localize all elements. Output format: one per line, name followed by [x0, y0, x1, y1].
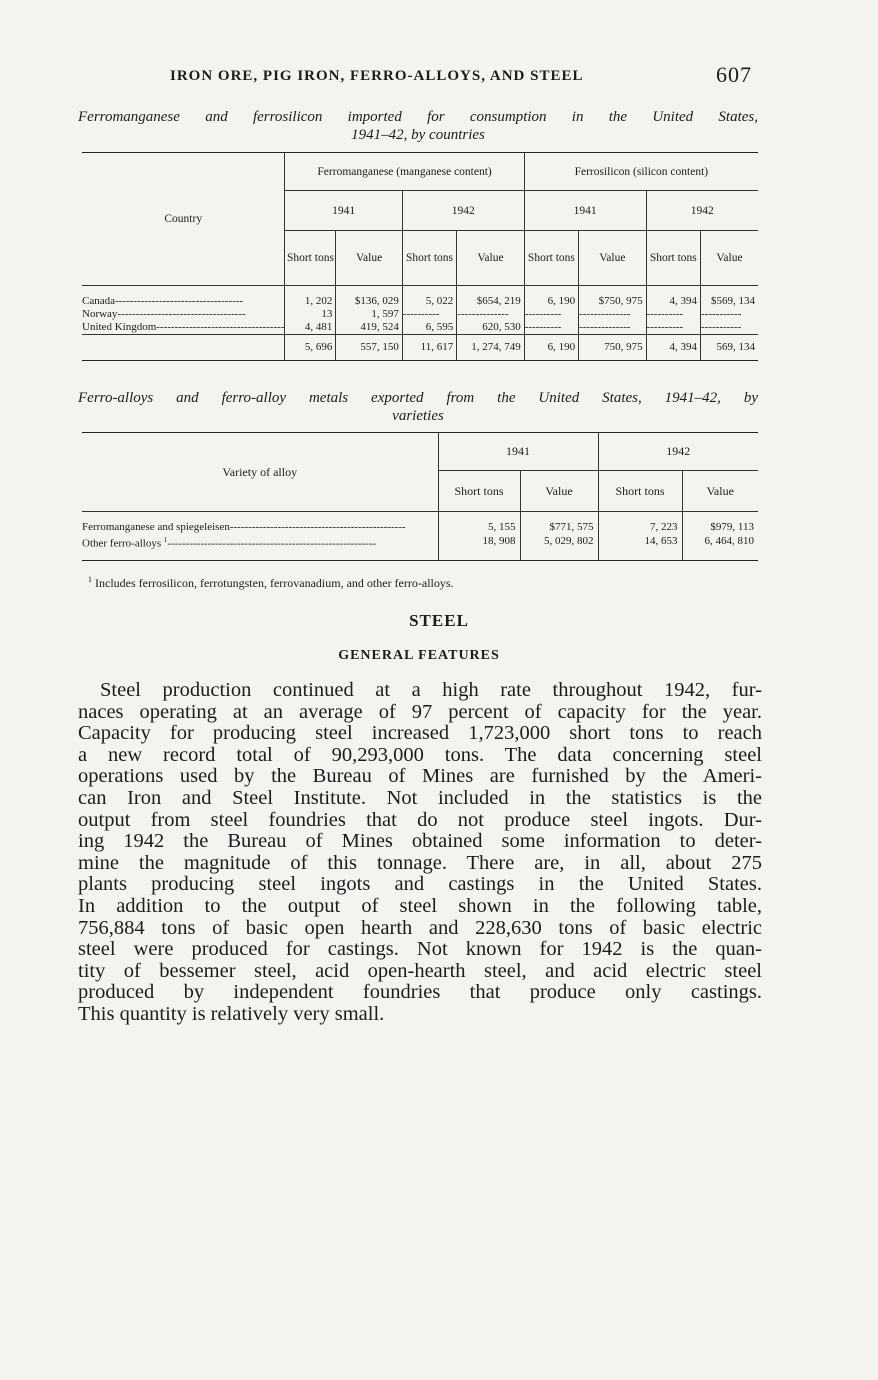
paragraph-line: a new record total of 90,293,000 tons. The data concerning steel — [78, 743, 762, 766]
total-fm41-tons: 5, 696 — [285, 334, 336, 360]
table1-caption — [78, 108, 758, 144]
cell-fm41-value: 1, 597 — [336, 308, 402, 321]
paragraph-line: mine the magnitude of this tonnage. There are, in all, about 275 — [78, 851, 762, 874]
footnote-ref: 1 — [163, 535, 168, 544]
fm42-value-header: Value — [457, 231, 524, 286]
cell-fm42-tons: 6, 595 — [402, 321, 456, 335]
variety-name: Ferromanganese and spiegeleisen — [82, 520, 230, 533]
cell-fm41-value: $136, 029 — [336, 295, 402, 308]
body-paragraph — [78, 680, 762, 1026]
paragraph-line: plants producing steel ingots and castings in the United States. — [78, 873, 762, 896]
page-number: 607 — [716, 62, 752, 87]
cell-fm42-tons: 5, 022 — [402, 295, 456, 308]
exp41-tons-header: Short tons — [438, 471, 520, 512]
total-fm42-value: 1, 274, 749 — [457, 334, 524, 360]
cell-exp42-value: $979, 113 — [682, 521, 758, 534]
group-ferrosilicon-header: Ferrosilicon (silicon content) — [524, 153, 758, 191]
cell-fs42-tons: 4, 394 — [646, 295, 700, 308]
cell-exp42-tons: 7, 223 — [598, 521, 682, 534]
cell-exp41-tons: 18, 908 — [438, 534, 520, 561]
paragraph-line: 756,884 tons of basic open hearth and 228,630 tons of basic electric — [78, 916, 762, 939]
cell-fm41-value: 419, 524 — [336, 321, 402, 335]
fm42-tons-header: Short tons — [402, 231, 456, 286]
paragraph-line: Capacity for producing steel increased 1,723,000 short tons to reach — [78, 722, 762, 745]
total-fs41-tons: 6, 190 — [524, 334, 578, 360]
fs41-tons-header: Short tons — [524, 231, 578, 286]
footnote-mark: 1 — [88, 575, 92, 584]
table-row: United Kingdom----------------------------------- 4, 481 419, 524 6, 595 620, 530 ---------- -------------- ---------- ----------- — [82, 321, 758, 335]
table2-caption-line1: Ferro-alloys and ferro-alloy metals exported from the United States, 1941–42, by — [78, 390, 758, 406]
cell-fm42-value: 620, 530 — [457, 321, 524, 335]
table-row: Canada----------------------------------- 1, 202 $136, 029 5, 022 $654, 219 6, 190 $750, 975 4, 394 $569, 134 — [82, 295, 758, 308]
col-variety-header: Variety of alloy — [82, 433, 438, 512]
fs-1942-header: 1942 — [646, 191, 758, 231]
total-fm41-value: 557, 150 — [336, 334, 402, 360]
table-row: Other ferro-alloys $^1$--------------------------------------------------------- 18, 908 5, 029, 802 14, 653 6, 464, 810 — [82, 534, 758, 561]
cell-fs41-value: $750, 975 — [579, 295, 646, 308]
table1-caption-line1: Ferromanganese and ferrosilicon imported for consumption in the United States, — [78, 109, 758, 125]
table2-caption-line2: varieties — [392, 408, 444, 424]
paragraph-line: output from steel foundries that do not produce steel ingots. Dur- — [78, 808, 762, 831]
paragraph-line: In addition to the output of steel shown in the following table, — [78, 894, 762, 917]
cell-exp42-tons: 14, 653 — [598, 534, 682, 561]
paragraph-line: naces operating at an average of 97 percent of capacity for the year. — [78, 700, 762, 723]
fs-1941-header: 1941 — [524, 191, 646, 231]
cell-fm41-tons: 4, 481 — [285, 321, 336, 335]
cell-exp41-value: $771, 575 — [520, 521, 598, 534]
group-ferromanganese-header: Ferromanganese (manganese content) — [285, 153, 524, 191]
imports-table — [82, 152, 758, 361]
exp-1942-header: 1942 — [598, 433, 758, 471]
paragraph-line: operations used by the Bureau of Mines are furnished by the Ameri- — [78, 765, 762, 788]
cell-fm42-value: $654, 219 — [457, 295, 524, 308]
cell-exp41-tons: 5, 155 — [438, 521, 520, 534]
fs42-tons-header: Short tons — [646, 231, 700, 286]
country-name: United Kingdom — [82, 320, 157, 333]
paragraph-line: can Iron and Steel Institute. Not included in the statistics is the — [78, 786, 762, 809]
table2-caption — [78, 389, 758, 425]
cell-fm41-tons: 13 — [285, 308, 336, 321]
exp42-value-header: Value — [682, 471, 758, 512]
paragraph-line: Steel production continued at a high rate throughout 1942, fur- — [100, 679, 762, 701]
col-country-header: Country — [82, 153, 285, 286]
footnote — [88, 575, 454, 591]
fm-1942-header: 1942 — [402, 191, 524, 231]
fm41-value-header: Value — [336, 231, 402, 286]
exp42-tons-header: Short tons — [598, 471, 682, 512]
paragraph-line: steel were produced for castings. Not known for 1942 is the quan- — [78, 938, 762, 961]
country-name: Norway — [82, 307, 118, 320]
cell-fs41-tons: 6, 190 — [524, 295, 578, 308]
footnote-text: Includes ferrosilicon, ferrotungsten, ferrovanadium, and other ferro-alloys. — [95, 576, 454, 590]
paragraph-line: produced by independent foundries that produce only castings. — [78, 981, 762, 1004]
total-fs42-value: 569, 134 — [701, 334, 759, 360]
paragraph-line: This quantity is relatively very small. — [78, 1002, 385, 1025]
table-row: Ferromanganese and spiegeleisen------------------------------------------------ 5, 155 $771, 575 7, 223 $979, 113 — [82, 521, 758, 534]
cell-fm41-tons: 1, 202 — [285, 295, 336, 308]
exp-1941-header: 1941 — [438, 433, 598, 471]
variety-name: Other ferro-alloys — [82, 537, 162, 550]
cell-exp41-value: 5, 029, 802 — [520, 534, 598, 561]
cell-fs42-value: $569, 134 — [701, 295, 759, 308]
fm-1941-header: 1941 — [285, 191, 402, 231]
exports-table — [82, 432, 758, 561]
total-fs42-tons: 4, 394 — [646, 334, 700, 360]
fm41-tons-header: Short tons — [285, 231, 336, 286]
total-row — [82, 334, 758, 360]
paragraph-line: tity of bessemer steel, acid open-hearth steel, and acid electric steel — [78, 959, 762, 982]
section-subtitle: GENERAL FEATURES — [338, 648, 500, 663]
cell-exp42-value: 6, 464, 810 — [682, 534, 758, 561]
total-fs41-value: 750, 975 — [579, 334, 646, 360]
fs41-value-header: Value — [579, 231, 646, 286]
fs42-value-header: Value — [701, 231, 759, 286]
section-title: STEEL — [409, 611, 469, 630]
exp41-value-header: Value — [520, 471, 598, 512]
country-name: Canada — [82, 294, 115, 307]
table-row: Norway----------------------------------- 13 1, 597 ---------- -------------- ---------- -------------- ---------- ----------- — [82, 308, 758, 321]
paragraph-line: ing 1942 the Bureau of Mines obtained some information to deter- — [78, 830, 762, 853]
table1-caption-line2: 1941–42, by countries — [351, 127, 485, 143]
running-head-title: IRON ORE, PIG IRON, FERRO-ALLOYS, AND STEEL — [170, 68, 584, 84]
total-fm42-tons: 11, 617 — [402, 334, 456, 360]
